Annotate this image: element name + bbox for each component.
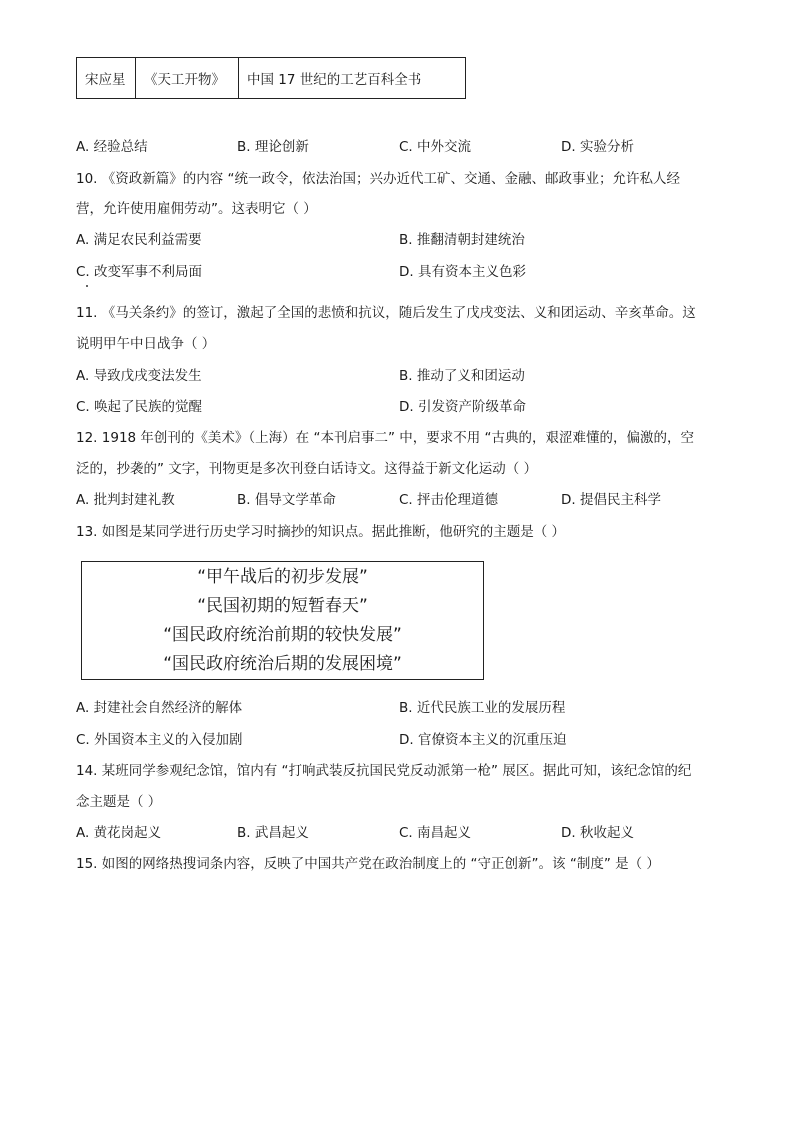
q10-stem-line2: 营，允许使用雇佣劳动”。这表明它（ ）: [76, 201, 317, 217]
knowledge-point-4: “国民政府统治后期的发展困境”: [163, 654, 402, 674]
q10-option-b: B. 推翻清朝封建统治: [399, 232, 525, 248]
q14-option-b: B. 武昌起义: [237, 825, 309, 841]
q12-stem-line1: 12. 1918 年创刊的《美术》（上海）在 “本刊启事二” 中，要求不用 “古典的，艰涩难懂的，偏激的，空: [76, 430, 695, 446]
q13-option-c: C. 外国资本主义的入侵加剧: [76, 732, 243, 748]
knowledge-point-2: “民国初期的短暂春天”: [197, 596, 368, 616]
q10-option-c: C. 改变军事不利局面: [76, 264, 203, 280]
q10-option-d: D. 具有资本主义色彩: [399, 264, 526, 280]
q11-option-a: A. 导致戊戌变法发生: [76, 368, 202, 384]
q11-option-b: B. 推动了义和团运动: [399, 368, 525, 384]
q9-option-d: D. 实验分析: [561, 139, 634, 155]
q11-stem-line1: 11. 《马关条约》的签订，激起了全国的悲愤和抗议，随后发生了戊戌变法、义和团运动、辛亥革命。这: [76, 305, 696, 321]
info-table: [76, 57, 466, 99]
knowledge-point-3: “国民政府统治前期的较快发展”: [163, 625, 402, 645]
q12-option-b: B. 倡导文学革命: [237, 492, 336, 508]
q9-option-a: A. 经验总结: [76, 139, 148, 155]
q11-stem-line2: 说明甲午中日战争（ ）: [76, 336, 216, 352]
q14-option-c: C. 南昌起义: [399, 825, 472, 841]
table-cell-author: 宋应星: [77, 58, 136, 98]
q12-option-d: D. 提倡民主科学: [561, 492, 661, 508]
q14-stem-line1: 14. 某班同学参观纪念馆，馆内有 “打响武装反抗国民党反动派第一枪” 展区。据此可知，该纪念馆的纪: [76, 763, 692, 779]
q13-option-b: B. 近代民族工业的发展历程: [399, 700, 566, 716]
q11-option-d: D. 引发资产阶级革命: [399, 399, 526, 415]
q12-option-c: C. 抨击伦理道德: [399, 492, 499, 508]
q14-stem-line2: 念主题是（ ）: [76, 794, 162, 810]
knowledge-points-box: [81, 561, 484, 680]
knowledge-point-1: “甲午战后的初步发展”: [197, 567, 368, 587]
q14-option-d: D. 秋收起义: [561, 825, 634, 841]
q10-option-a: A. 满足农民利益需要: [76, 232, 202, 248]
q9-option-c: C. 中外交流: [399, 139, 472, 155]
q15-stem: 15. 如图的网络热搜词条内容，反映了中国共产党在政治制度上的 “守正创新”。该 “制度” 是（ ）: [76, 856, 660, 872]
q13-option-a: A. 封建社会自然经济的解体: [76, 700, 243, 716]
q9-option-b: B. 理论创新: [237, 139, 309, 155]
q12-option-a: A. 批判封建礼教: [76, 492, 175, 508]
q13-option-d: D. 官僚资本主义的沉重压迫: [399, 732, 567, 748]
q12-stem-line2: 泛的，抄袭的” 文字，刊物更是多次刊登白话诗文。这得益于新文化运动（ ）: [76, 461, 538, 477]
q14-option-a: A. 黄花岗起义: [76, 825, 162, 841]
q13-stem: 13. 如图是某同学进行历史学习时摘抄的知识点。据此推断，他研究的主题是（ ）: [76, 524, 566, 540]
table-cell-description: 中国 17 世纪的工艺百科全书: [247, 72, 422, 88]
stray-dot: [86, 285, 88, 287]
table-cell-book: 《天工开物》: [136, 58, 239, 98]
q11-option-c: C. 唤起了民族的觉醒: [76, 399, 203, 415]
q10-stem-line1: 10. 《资政新篇》的内容 “统一政令，依法治国；兴办近代工矿、交通、金融、邮政事业；允许私人经: [76, 171, 681, 187]
